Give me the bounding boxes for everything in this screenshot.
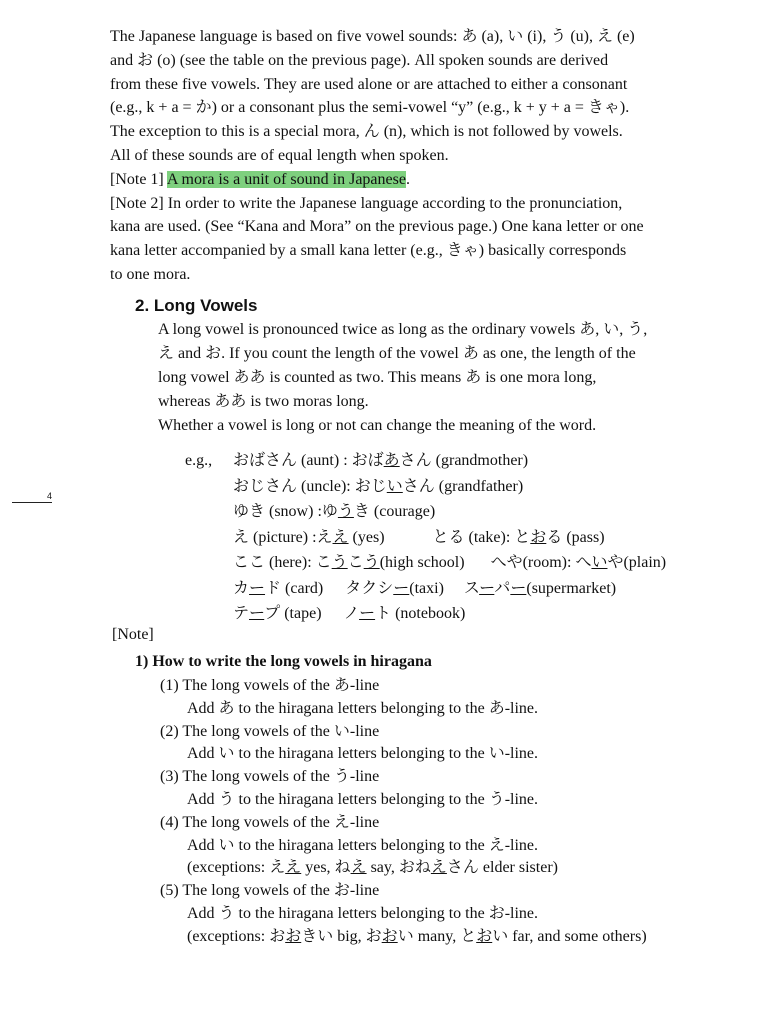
underlined-kana: ー — [510, 579, 527, 597]
underlined-kana: え — [285, 859, 302, 877]
example-row: ゆき (snow) :ゆうき (courage) — [233, 503, 436, 520]
text-line: [Note 2] In order to write the Japanese language according to the pronunciation, — [110, 194, 623, 212]
note-label: [Note] — [112, 626, 154, 643]
highlighted-text: A mora is a unit of sound in Japanese — [166, 170, 406, 188]
underlined-kana: ー — [393, 579, 410, 597]
examples-block — [185, 448, 666, 627]
text-line: A long vowel is pronounced twice as long as the ordinary vowels あ, い, う, — [158, 321, 648, 338]
example-row: カード (card) タクシー(taxi) スーパー(supermarket) — [233, 579, 617, 597]
underlined-kana: え — [332, 528, 349, 546]
note-1: [Note 1] A mora is a unit of sound in Japanese. — [110, 170, 410, 188]
text-line: The Japanese language is based on five vowel sounds: あ (a), い (i), う (u), え (e) — [110, 28, 635, 45]
underlined-kana: ー — [249, 579, 266, 597]
underlined-kana: ー — [479, 579, 495, 597]
rule-item: (4) The long vowels of the え-line — [160, 813, 380, 831]
text-line: from these five vowels. They are used alone or are attached to either a consonant — [110, 75, 628, 93]
underlined-kana: お — [530, 528, 547, 546]
rule-exceptions: (exceptions: ええ yes, ねえ say, おねえさん elder sister) — [187, 859, 558, 877]
page-number: 4 — [12, 490, 52, 503]
underlined-kana: ー — [249, 605, 265, 622]
underlined-kana: あ — [383, 452, 400, 469]
section-heading-long-vowels: 2. Long Vowels — [135, 296, 258, 315]
rule-exceptions: (exceptions: おおきい big, おおい many, とおい far, and some others) — [187, 927, 647, 945]
example-row: テープ (tape) ノート (notebook) — [233, 605, 466, 622]
underlined-kana: う — [331, 554, 348, 571]
text-line: kana are used. (See “Kana and Mora” on the previous page.) One kana letter or one — [110, 218, 644, 236]
rule-detail: Add い to the hiragana letters belonging to the え-line. — [187, 836, 539, 854]
long-vowel-rules — [160, 675, 760, 949]
underlined-kana: い — [386, 477, 403, 495]
text-line: All of these sounds are of equal length when spoken. — [110, 146, 449, 164]
long-vowels-paragraph — [158, 318, 753, 438]
text-line: kana letter accompanied by a small kana letter (e.g., きゃ) basically corresponds — [110, 242, 627, 260]
text-line: long vowel ああ is counted as two. This means あ is one mora long, — [158, 369, 597, 386]
underlined-kana: う — [337, 503, 354, 520]
example-row: e.g., おばさん (aunt) : おばあさん (grandmother) — [185, 448, 666, 474]
rule-detail: Add う to the hiragana letters belonging to the お-line. — [187, 904, 539, 922]
example-row: ここ (here): こうこう(high school) へや(room): へいや(plain) — [233, 554, 667, 571]
text-line: Whether a vowel is long or not can change the meaning of the word. — [158, 417, 597, 434]
examples-label: e.g., — [185, 452, 213, 469]
underlined-kana: う — [363, 554, 380, 571]
underlined-kana: ー — [359, 605, 376, 622]
note-1-label: [Note 1] — [110, 170, 167, 188]
underlined-kana: え — [430, 859, 447, 877]
text-line: (e.g., k + a = か) or a consonant plus the semi-vowel “y” (e.g., k + y + a = きゃ). — [110, 99, 630, 117]
underlined-kana: い — [591, 554, 608, 571]
subheading-how-to-write: 1) How to write the long vowels in hiragana — [135, 653, 432, 670]
text-line: whereas ああ is two moras long. — [158, 393, 369, 410]
underlined-kana: お — [476, 927, 493, 945]
rule-item: (2) The long vowels of the い-line — [160, 722, 380, 740]
underlined-kana: お — [381, 927, 398, 945]
rule-detail: Add あ to the hiragana letters belonging to the あ-line. — [187, 699, 539, 717]
rule-item: (3) The long vowels of the う-line — [160, 768, 380, 786]
text-line: え and お. If you count the length of the vowel あ as one, the length of the — [158, 345, 636, 362]
rule-detail: Add い to the hiragana letters belonging to the い-line. — [187, 745, 539, 763]
text-line: The exception to this is a special mora, ん (n), which is not followed by vowels. — [110, 123, 623, 141]
underlined-kana: え — [350, 859, 367, 877]
rule-item: (1) The long vowels of the あ-line — [160, 677, 380, 694]
rule-item: (5) The long vowels of the お-line — [160, 882, 380, 900]
underlined-kana: お — [285, 927, 302, 945]
example-row: え (picture) :ええ (yes) とる (take): とおる (pass) — [233, 528, 605, 546]
text-line: and お (o) (see the table on the previous page). All spoken sounds are derived — [110, 51, 609, 69]
example-row: おじさん (uncle): おじいさん (grandfather) — [233, 477, 524, 495]
intro-paragraph — [110, 25, 753, 287]
text-line: to one mora. — [110, 265, 191, 283]
rule-detail: Add う to the hiragana letters belonging to the う-line. — [187, 790, 539, 808]
